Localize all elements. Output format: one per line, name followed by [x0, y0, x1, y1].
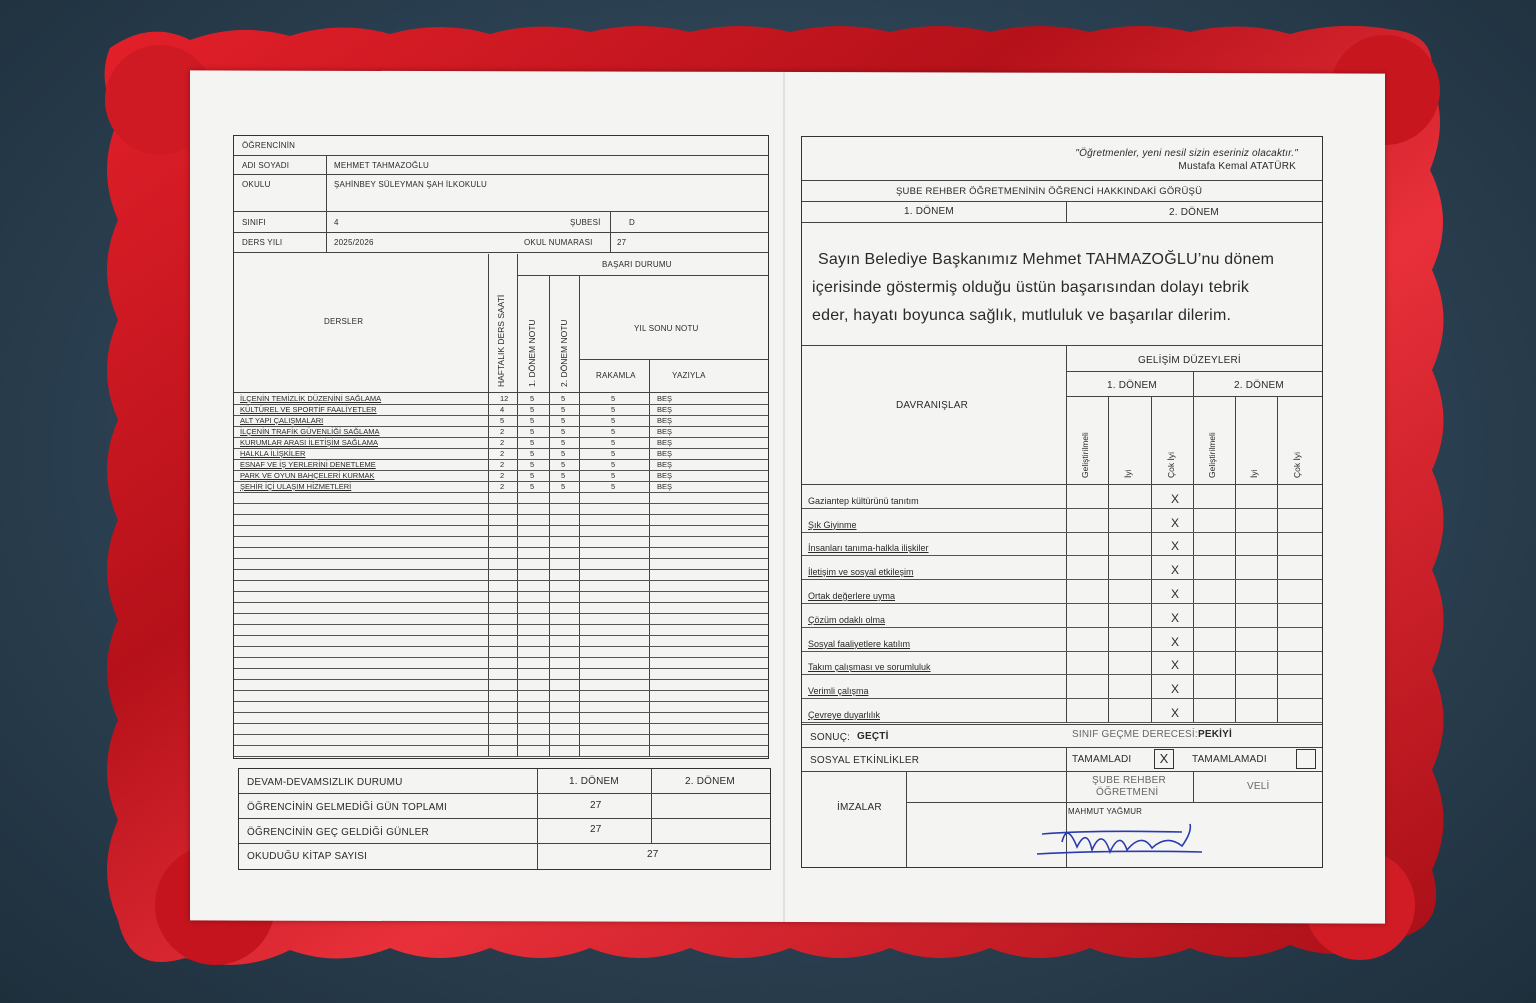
term2-grade: 5: [561, 416, 566, 425]
year-end-written: BEŞ: [657, 482, 673, 491]
late-term1: 27: [590, 824, 602, 835]
opinion-line-3: eder, hayatı boyunca sağlık, mutluluk ve başarılar dilerim.: [812, 307, 1232, 324]
student-section-title: ÖĞRENCİNİN: [242, 141, 296, 150]
branch-value: D: [629, 218, 635, 227]
not-completed-label: TAMAMLAMADI: [1192, 754, 1267, 765]
year-end-numeric: 5: [611, 394, 616, 403]
numeric-header: RAKAMLA: [596, 371, 636, 380]
opinion-line-1: Sayın Belediye Başkanımız Mehmet TAHMAZOĞLU’nu dönem: [818, 251, 1275, 268]
student-grades-panel: [233, 135, 769, 759]
term2-grade: 5: [561, 394, 566, 403]
behavior-label: Ortak değerlere uyma: [808, 590, 896, 601]
year-end-written: BEŞ: [657, 416, 673, 425]
student-name: MEHMET TAHMAZOĞLU: [334, 161, 429, 170]
term2-grade: 5: [561, 460, 566, 469]
term2-grade: 5: [561, 427, 566, 436]
weekly-hours: 2: [500, 427, 505, 436]
term1-grade: 5: [530, 482, 535, 491]
class-value: 4: [334, 218, 339, 227]
ataturk-quote: "Öğretmenler, yeni nesil sizin eseriniz olacaktır.": [1075, 148, 1298, 159]
year-end-written: BEŞ: [657, 471, 673, 480]
number-value: 27: [617, 238, 627, 247]
class-label: SINIFI: [242, 218, 266, 227]
name-label: ADI SOYADI: [242, 161, 290, 170]
year-end-numeric: 5: [611, 427, 616, 436]
behavior-label: Verimli çalışma: [808, 686, 869, 697]
behavior-label: Çözüm odaklı olma: [808, 614, 886, 625]
teacher-name: MAHMUT YAĞMUR: [1068, 807, 1143, 816]
result-label: SONUÇ:: [810, 732, 851, 743]
courses-header: DERSLER: [324, 317, 364, 326]
term1-grade: 5: [530, 449, 535, 458]
year-end-header: YIL SONU NOTU: [634, 324, 699, 333]
year-end-written: BEŞ: [657, 394, 673, 403]
course-name: ALT YAPI ÇALIŞMALARI: [240, 416, 324, 425]
term2-grade-header: 2. DÖNEM NOTU: [559, 319, 569, 387]
year-end-numeric: 5: [611, 482, 616, 491]
late-label: ÖĞRENCİNİN GEÇ GELDİĞİ GÜNLER: [247, 827, 429, 838]
very-good-mark: X: [1171, 705, 1180, 720]
col-improve-1: Geliştirilmeli: [1080, 432, 1090, 478]
col-good-1: İyi: [1123, 469, 1133, 478]
course-name: KURUMLAR ARASI İLETİŞİM SAĞLAMA: [240, 438, 378, 447]
behavior-row: [802, 699, 1322, 723]
very-good-mark: X: [1171, 515, 1180, 530]
course-name: PARK VE OYUN BAHÇELERİ KURMAK: [240, 471, 375, 480]
col-verygood-1: Çok İyi: [1166, 452, 1176, 478]
year-value: 2025/2026: [334, 238, 374, 247]
weekly-hours: 2: [500, 438, 505, 447]
col-improve-2: Geliştirilmeli: [1207, 432, 1217, 478]
term1-grade: 5: [530, 394, 535, 403]
term2-grade: 5: [561, 471, 566, 480]
attendance-panel: [238, 768, 771, 870]
grade-row: [234, 745, 768, 757]
behavior-label: İletişim ve sosyal etkileşim: [808, 567, 914, 578]
term2-grade: 5: [561, 405, 566, 414]
school-name: ŞAHİNBEY SÜLEYMAN ŞAH İLKOKULU: [334, 180, 488, 189]
grade-rows: [234, 393, 768, 757]
year-end-written: BEŞ: [657, 460, 673, 469]
books-value: 27: [647, 849, 659, 860]
written-header: YAZIYLA: [672, 371, 706, 380]
teacher-signature: [1032, 812, 1212, 867]
behavior-label: İnsanları tanıma-halkla ilişkiler: [808, 543, 929, 554]
completed-label: TAMAMLADI: [1072, 754, 1132, 765]
absent-label: ÖĞRENCİNİN GELMEDİĞİ GÜN TOPLAMI: [247, 802, 447, 813]
very-good-mark: X: [1171, 539, 1180, 554]
social-label: SOSYAL ETKİNLİKLER: [810, 755, 920, 766]
parent-label: VELİ: [1247, 781, 1270, 792]
term1-grade: 5: [530, 460, 535, 469]
teacher-label-1: ŞUBE REHBER: [1092, 775, 1166, 786]
year-end-written: BEŞ: [657, 438, 673, 447]
quote-author: Mustafa Kemal ATATÜRK: [1178, 161, 1296, 172]
very-good-mark: X: [1171, 586, 1180, 601]
behavior-row: [802, 556, 1322, 580]
very-good-mark: X: [1171, 634, 1180, 649]
year-end-numeric: 5: [611, 416, 616, 425]
weekly-hours: 2: [500, 471, 505, 480]
branch-label: ŞUBESİ: [570, 218, 601, 227]
term1-grade: 5: [530, 438, 535, 447]
completed-checkbox: X: [1154, 749, 1174, 769]
success-header: BAŞARI DURUMU: [602, 260, 672, 269]
col-verygood-2: Çok İyi: [1292, 452, 1302, 478]
term1-grade: 5: [530, 427, 535, 436]
teacher-opinion-panel: [801, 136, 1323, 868]
behavior-row: [802, 509, 1322, 533]
year-end-written: BEŞ: [657, 405, 673, 414]
year-end-numeric: 5: [611, 405, 616, 414]
books-label: OKUDUĞU KİTAP SAYISI: [247, 851, 368, 862]
behavior-row: [802, 604, 1322, 628]
opinion-line-2: içerisinde göstermiş olduğu üstün başarısından dolayı tebrik: [812, 279, 1250, 296]
term1-grade: 5: [530, 471, 535, 480]
course-name: ESNAF VE İŞ YERLERİNİ DENETLEME: [240, 460, 376, 469]
opinion-header: ŞUBE REHBER ÖĞRETMENİNİN ÖĞRENCİ HAKKINDAKİ GÖRÜŞÜ: [896, 186, 1203, 197]
weekly-hours: 5: [500, 416, 505, 425]
course-name: ŞEHİR İÇİ ULAŞIM HİZMETLERİ: [240, 482, 352, 491]
term1-grade-header: 1. DÖNEM NOTU: [527, 319, 537, 387]
degree-label: SINIF GEÇME DERECESİ:: [1072, 729, 1198, 740]
year-end-numeric: 5: [611, 471, 616, 480]
year-label: DERS YILI: [242, 238, 283, 247]
teacher-label-2: ÖĞRETMENİ: [1096, 787, 1159, 798]
attendance-header: DEVAM-DEVAMSIZLIK DURUMU: [247, 777, 403, 788]
very-good-mark: X: [1171, 491, 1180, 506]
opinion-term2: 2. DÖNEM: [1169, 207, 1219, 218]
year-end-written: BEŞ: [657, 449, 673, 458]
attendance-term2: 2. DÖNEM: [685, 776, 735, 787]
course-name: KÜLTÜREL VE SPORTİF FAALİYETLER: [240, 405, 377, 414]
course-name: HALKLA İLİŞKİLER: [240, 449, 306, 458]
opinion-term1: 1. DÖNEM: [904, 206, 954, 217]
behavior-row: [802, 628, 1322, 652]
attendance-term1: 1. DÖNEM: [569, 776, 619, 787]
very-good-mark: X: [1171, 610, 1180, 625]
behavior-row: [802, 580, 1322, 604]
behavior-term2: 2. DÖNEM: [1234, 380, 1284, 391]
weekly-hours: 2: [500, 449, 505, 458]
signatures-label: İMZALAR: [837, 802, 882, 813]
behavior-row: [802, 533, 1322, 557]
result-value: GEÇTİ: [857, 731, 889, 742]
very-good-mark: X: [1171, 563, 1180, 578]
paper-fold: [783, 72, 785, 922]
term1-grade: 5: [530, 416, 535, 425]
degree-value: PEKİYİ: [1198, 729, 1232, 740]
school-label: OKULU: [242, 180, 271, 189]
behavior-term1: 1. DÖNEM: [1107, 380, 1157, 391]
weekly-hours: 2: [500, 482, 505, 491]
behavior-rows: [802, 485, 1322, 723]
term1-grade: 5: [530, 405, 535, 414]
weekly-hours-header: HAFTALIK DERS SAATİ: [496, 294, 506, 387]
behavior-label: Şık Giyinme: [808, 519, 857, 530]
term2-grade: 5: [561, 438, 566, 447]
absent-term1: 27: [590, 800, 602, 811]
year-end-written: BEŞ: [657, 427, 673, 436]
behavior-label: Sosyal faaliyetlere katılım: [808, 638, 911, 649]
behavior-row: [802, 652, 1322, 676]
col-good-2: İyi: [1249, 469, 1259, 478]
course-name: İLÇENİN TRAFİK GÜVENLİĞİ SAĞLAMA: [240, 427, 380, 436]
levels-header: GELİŞİM DÜZEYLERİ: [1138, 355, 1241, 366]
year-end-numeric: 5: [611, 460, 616, 469]
year-end-numeric: 5: [611, 449, 616, 458]
weekly-hours: 4: [500, 405, 505, 414]
year-end-numeric: 5: [611, 438, 616, 447]
term2-grade: 5: [561, 482, 566, 491]
behavior-label: Çevreye duyarlılık: [808, 709, 881, 720]
behavior-row: [802, 485, 1322, 509]
behaviors-header: DAVRANIŞLAR: [896, 400, 969, 411]
weekly-hours: 12: [500, 394, 509, 403]
behavior-row: [802, 675, 1322, 699]
not-completed-checkbox: [1296, 749, 1316, 769]
term2-grade: 5: [561, 449, 566, 458]
weekly-hours: 2: [500, 460, 505, 469]
behavior-label: Gaziantep kültürünü tanıtım: [808, 495, 919, 506]
behavior-label: Takım çalışması ve sorumluluk: [808, 662, 931, 673]
very-good-mark: X: [1171, 658, 1180, 673]
very-good-mark: X: [1171, 682, 1180, 697]
course-name: İLÇENİN TEMİZLİK DÜZENİNİ SAĞLAMA: [240, 394, 382, 403]
number-label: OKUL NUMARASI: [524, 238, 593, 247]
